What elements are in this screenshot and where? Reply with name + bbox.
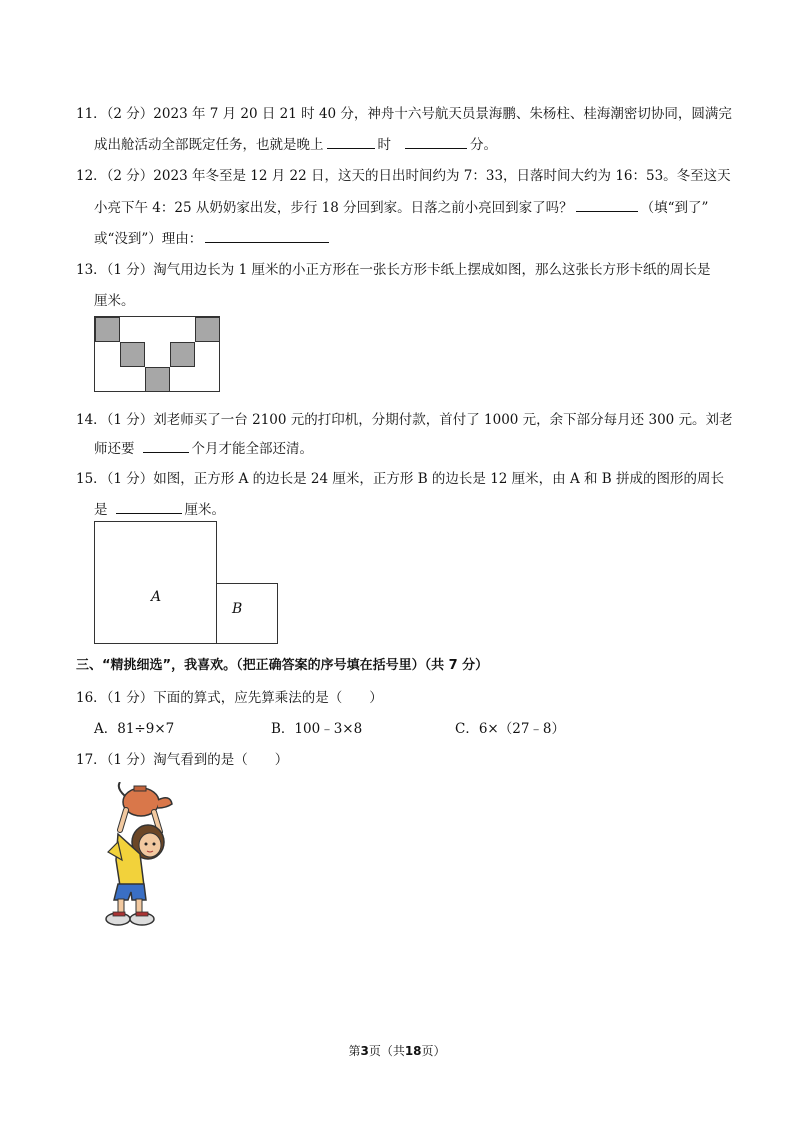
q12-reason-blank[interactable] [205,228,329,243]
q11-text-b: 时 [377,137,391,153]
grid-square [95,317,120,342]
footer-total-pages: 18 [404,1044,422,1058]
q12-line1: 12．（2 分）2023 年冬至是 12 月 22 日，这天的日出时间约为 7：33，日落时间大约为 16：53。冬至这天 [76,168,731,184]
q16-stem: 16．（1 分）下面的算式，应先算乘法的是（ ） [76,690,383,706]
q15-text-b: 厘米。 [184,502,225,518]
q12-text-b: （填“到了” [640,200,709,216]
q15-line1: 15．（1 分）如图，正方形 A 的边长是 24 厘米，正方形 B 的边长是 12 厘米，由 A 和 B 拼成的图形的周长 [76,471,724,487]
square-b-label: B [232,601,243,617]
q15-line2 [94,498,225,518]
q16-option-c[interactable]: C．6×（27﹣8） [455,721,565,737]
grid-square [170,342,195,367]
q14-line1: 14．（1 分）刘老师买了一台 2100 元的打印机，分期付款，首付了 1000 元，余下部分每月还 300 元。刘老 [76,412,733,428]
q13-card-figure [94,316,220,392]
q16-option-b[interactable]: B．100﹣3×8 [271,721,363,737]
q11-text-c: 分。 [470,137,497,153]
q15-text-a: 是 [94,502,108,518]
q17-stem: 17．（1 分）淘气看到的是（ ） [76,752,289,768]
q11-text-a: 成出舱活动全部既定任务，也就是晚上 [94,137,324,153]
footer-prefix: 第 [348,1044,361,1058]
square-a-label: A [151,589,162,605]
footer-page-number: 3 [360,1044,369,1058]
grid-square [195,317,220,342]
q11-minute-blank[interactable] [405,134,467,149]
grid-square [145,367,170,392]
q11-line1: 11．（2 分）2023 年 7 月 20 日 21 时 40 分，神舟十六号航天员景海鹏、朱杨柱、桂海潮密切协同，圆满完 [76,106,732,122]
square-b [216,583,278,644]
q16-option-a[interactable]: A．81÷9×7 [94,721,175,737]
q14-answer-blank[interactable] [143,438,189,453]
square-a [94,521,217,644]
page-footer [0,1042,794,1059]
q14-text-b: 个月才能全部还清。 [191,441,313,457]
q15-answer-blank[interactable] [116,499,182,514]
q11-line2 [94,133,497,153]
q13-line1: 13．（1 分）淘气用边长为 1 厘米的小正方形在一张长方形卡纸上摆成如图，那么这张长方形卡纸的周长是 [76,262,711,278]
q12-line2 [94,196,708,216]
q14-line2 [94,437,313,457]
q12-text-c: 或“没到”）理由： [94,231,203,247]
section3-heading: 三、“精挑细选”，我喜欢。（把正确答案的序号填在括号里）（共 7 分） [76,658,489,673]
q14-text-a: 师还要 [94,441,135,457]
grid-square [120,342,145,367]
q12-text-a: 小亮下午 4：25 从奶奶家出发，步行 18 分回到家。日落之前小亮回到家了吗？ [94,200,573,216]
q12-line3 [94,227,332,247]
q11-hour-blank[interactable] [327,134,375,149]
q12-answer-blank[interactable] [576,197,638,212]
q13-line2: 厘米。 [94,293,135,309]
footer-suffix: 页） [421,1044,446,1058]
footer-mid: 页（共 [368,1044,405,1058]
child-with-teapot-illustration [96,782,180,928]
